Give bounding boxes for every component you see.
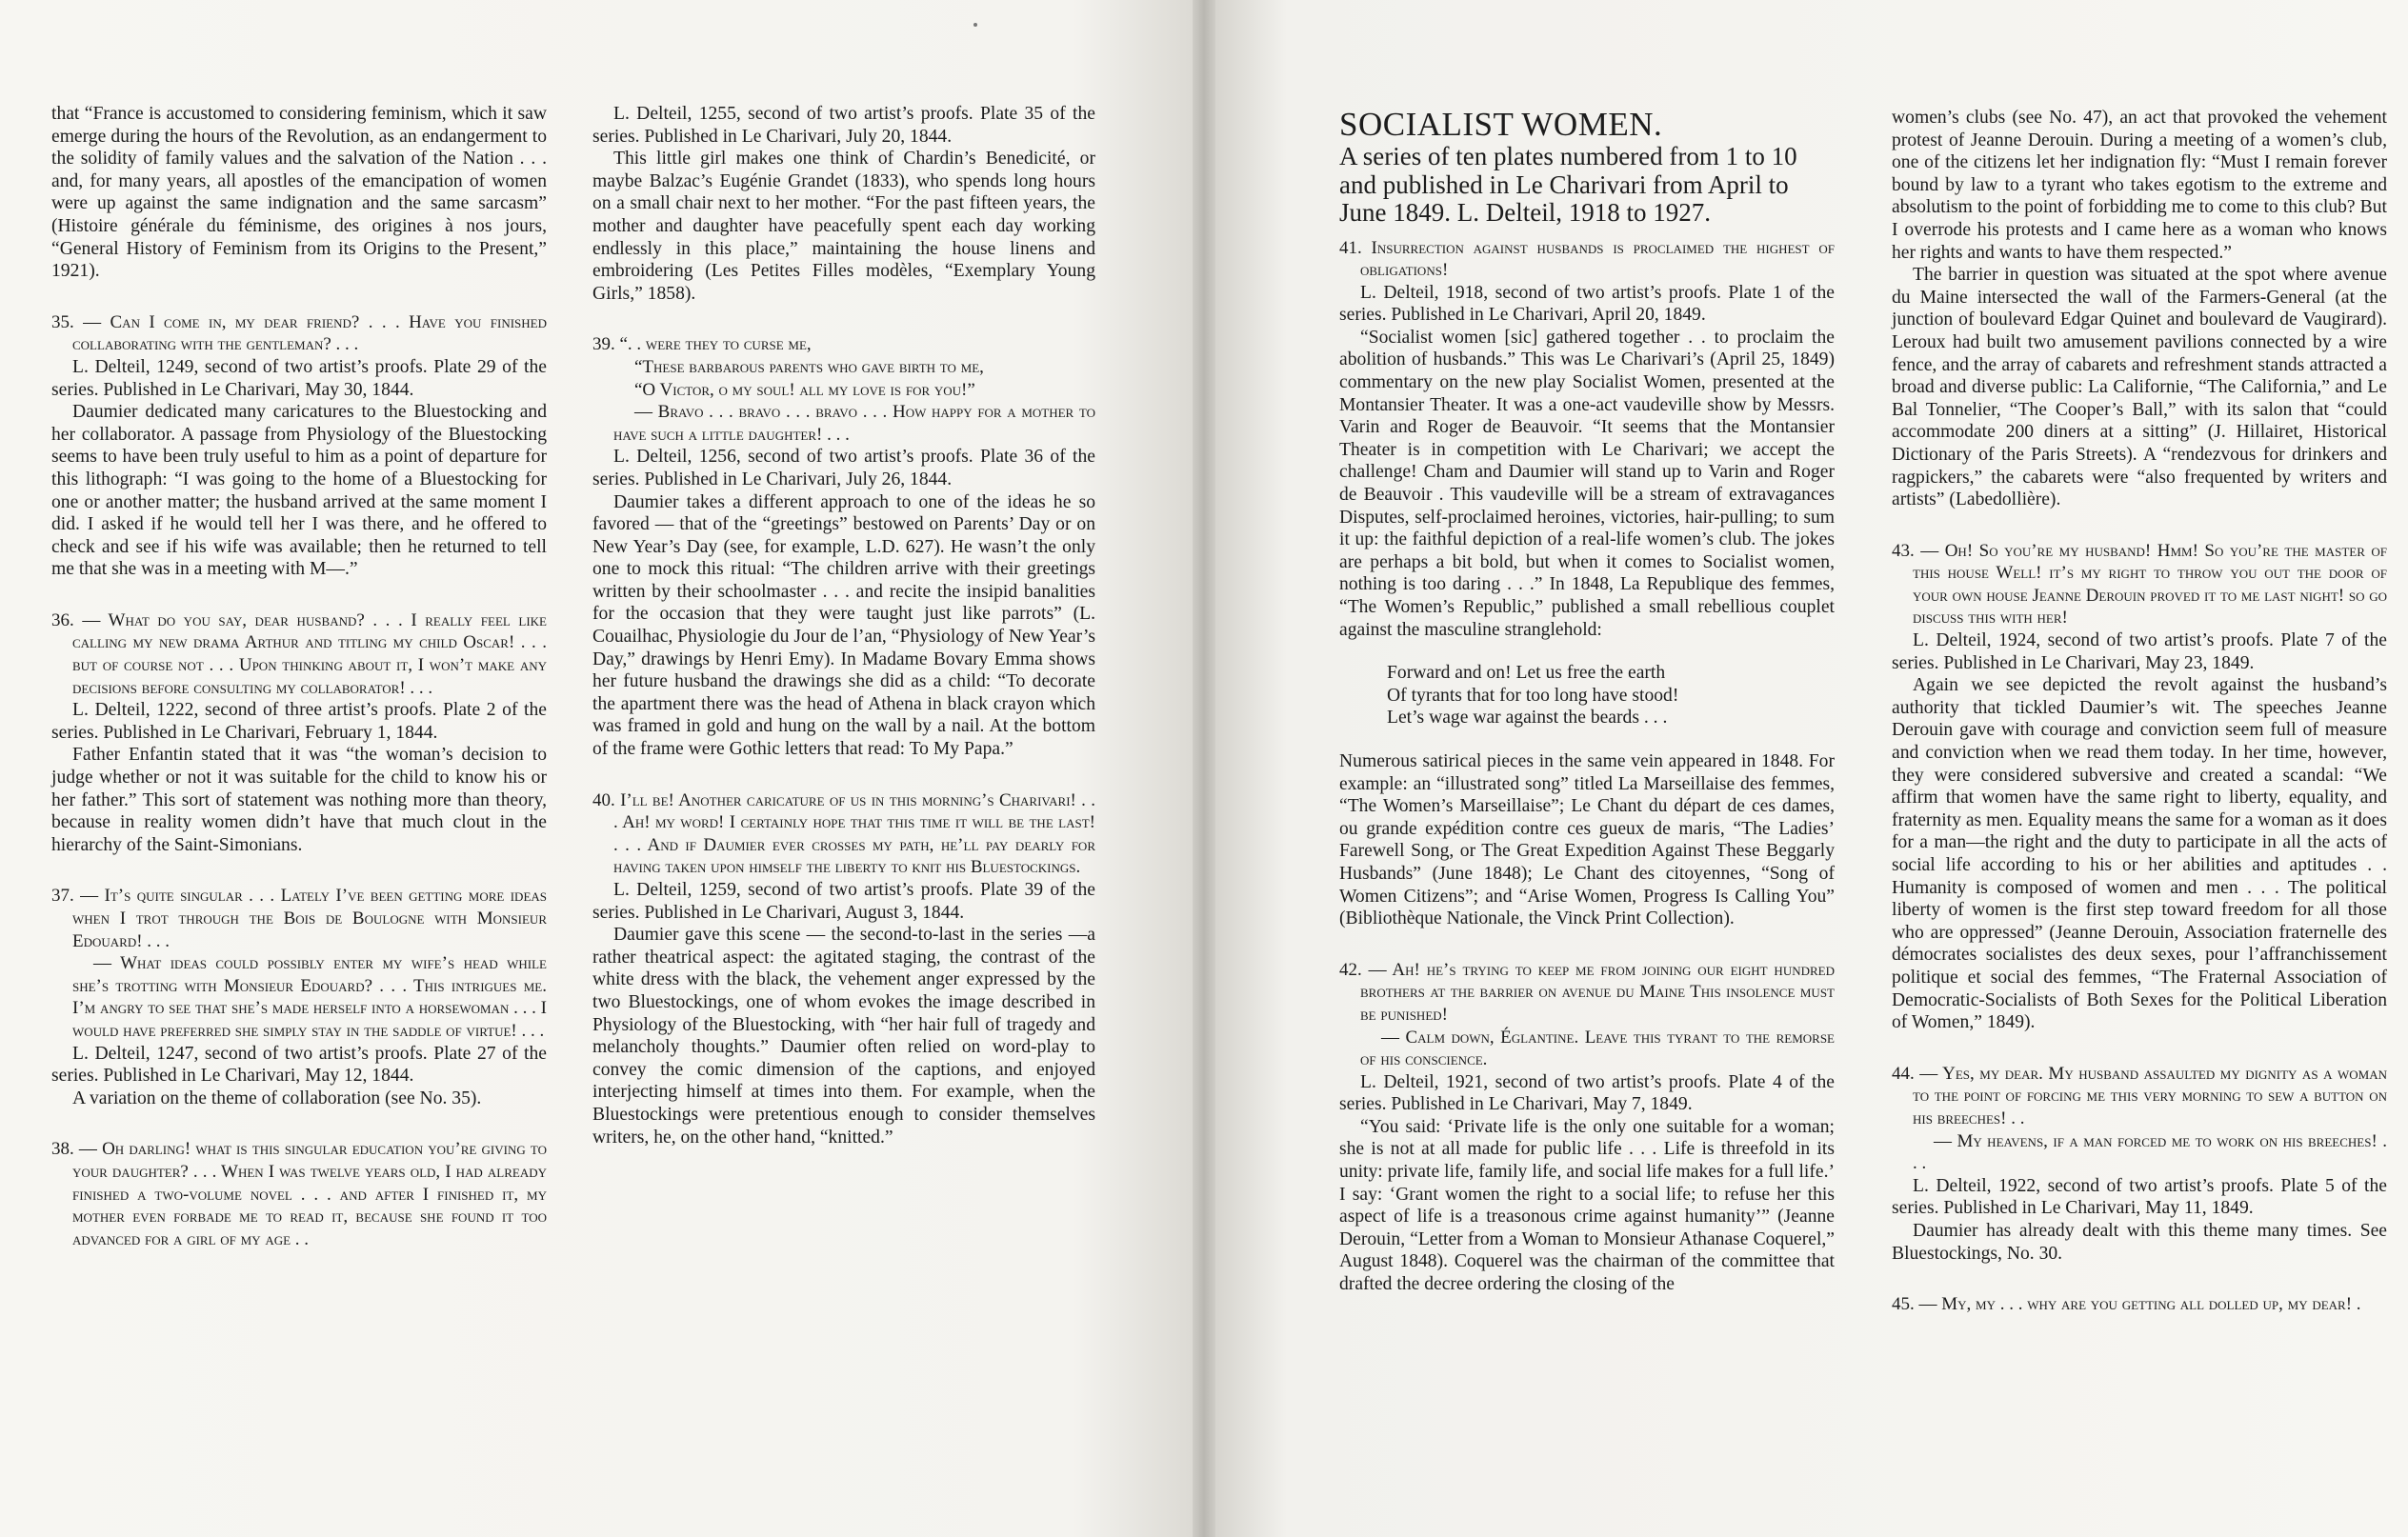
caption-42: 42. — Ah! he’s trying to keep me from joining our eight hundred brothers at the barrier on avenue du Maine This insolence must be punished! <box>1339 959 1835 1025</box>
right-column-2 <box>1892 107 2387 1316</box>
right-page <box>1215 0 2408 1537</box>
reference-41: L. Delteil, 1918, second of two artist’s proofs. Plate 1 of the series. Published in Le Charivari, April 20, 1849. <box>1339 282 1835 326</box>
commentary-42: “You said: ‘Private life is the only one suitable for a woman; she is not at all made for public life . . . Life is threefold in its unity: private life, family life, and social life makes for a full life.’ I say: ‘Grant women the right to a social life; to refuse her this aspect of life is a treasonous crime against humanity’” (Jeanne Derouin, “Letter from a Woman to Monsieur Athanase Coquerel,” August 1848). Coquerel was the chairman of the committee that drafted the decree ordering the closing of the <box>1339 1116 1835 1295</box>
book-gutter <box>1193 0 1215 1537</box>
caption-42-reply: — Calm down, Églantine. Leave this tyrant to the remorse of his conscience. <box>1360 1027 1835 1070</box>
right-column-1 <box>1339 107 1835 1296</box>
verse-block <box>1339 662 1835 729</box>
section-title: SOCIALIST WOMEN. <box>1339 106 1663 143</box>
commentary-36: Father Enfantin stated that it was “the woman’s decision to judge whether or not it was suitable for the child to know his or her father.” This sort of statement was nothing more than theory, because in reality women didn’t have that much clout in the hierarchy of the Saint-Simonians. <box>51 745 547 855</box>
commentary-42-cont: women’s clubs (see No. 47), an act that provoked the vehement protest of Jeanne Derouin. During a meeting of a women’s club, one of the citizens let her indignation fly: “Must I remain forever bound by law to a tyrant who takes egotism to the extreme and absolutism to the point of forbidding me to come to this club? But I overrode his protests and I came here as a woman who knows her rights and wants to have them respected.” <box>1892 108 2387 263</box>
commentary-38: This little girl makes one think of Chardin’s Benedicité, or maybe Balzac’s Eugénie Grandet (1833), who spends long hours on a small chair next to her mother. “For the past fifteen years, the mother and daughter have peacefully spent each day working endlessly in this place,” maintaining the house linens and embroidering (Les Petites Filles modèles, “Exemplary Young Girls,” 1858). <box>592 149 1095 304</box>
left-page <box>0 0 1193 1537</box>
commentary-37: A variation on the theme of collaboration (see No. 35). <box>72 1088 482 1108</box>
caption-39: 39. “. . were they to curse me, <box>592 334 812 355</box>
commentary-44: Daumier has already dealt with this theme many times. See Bluestockings, No. 30. <box>1892 1220 2387 1264</box>
reference-44: L. Delteil, 1922, second of two artist’s proofs. Plate 5 of the series. Published in Le Charivari, May 11, 1849. <box>1892 1175 2387 1219</box>
commentary-41: “Socialist women [sic] gathered together . . to proclaim the abolition of husbands.” This was Le Charivari’s (April 25, 1849) commentary on the new play Socialist Women, presented at the Montansier Theater. It was a one-act vaudeville show by Messrs. Varin and Roger de Beauvoir. “It seems that the Montansier Theater is in competition with Le Charivari; we accept the challenge! Cham and Daumier will stand up to Varin and Roger de Beauvoir . This vaudeville will be a stream of extravagances Disputes, self-proclaimed heroines, victories, hair-pulling; to sum it up: the faithful depiction of a real-life women’s club. The jokes are perhaps a bit bold, but when it comes to Socialist women, nothing is too daring . . .” In 1848, La Republique des femmes, “The Women’s Republic,” published a small rebellious couplet against the masculine stranglehold: <box>1339 327 1835 640</box>
section-subtitle: A series of ten plates numbered from 1 to 10 and published in Le Charivari from April to June 1849. L. Delteil, 1918 to 1927. <box>1339 142 1797 227</box>
commentary-43: Again we see depicted the revolt against the husband’s authority that tickled Daumier’s wit. The speeches Jeanne Derouin gave with courage and conviction seem full of measure and conviction when we read them today. In her time, however, they were considered subversive and created a scandal: “We affirm that women have the same right to liberty, equality, and fraternity as men. Equality means the same for a woman as it does for a man—the right and the duty to participate in all the acts of social life according to his or her abilities and aptitudes . . Humanity is composed of women and men . . . The political liberty of women is the first step toward freedom for all those who are oppressed” (Jeanne Derouin, Association fraternelle des démocrates socialistes des deux sexes, pour l’affranchissement politique et social des femmes, “The Fraternal Association of Democratic-Socialists of Both Sexes for the Political Liberation of Women,” 1849). <box>1892 675 2387 1033</box>
reference-39: L. Delteil, 1256, second of two artist’s proofs. Plate 36 of the series. Published in Le Charivari, July 26, 1844. <box>592 447 1095 489</box>
caption-37-reply: — What ideas could possibly enter my wife’s head while she’s trotting with Monsieur Edouard? . . . This intrigues me. I’m angry to see that she’s made herself into a horsewoman . . . I would have preferred she simply stay in the saddle of virtue! . . . <box>72 953 547 1041</box>
left-column-2 <box>592 103 1095 1148</box>
reference-38: L. Delteil, 1255, second of two artist’s proofs. Plate 35 of the series. Published in Le Charivari, July 20, 1844. <box>592 104 1095 147</box>
page-mark <box>973 23 977 27</box>
reference-36: L. Delteil, 1222, second of three artist’s proofs. Plate 2 of the series. Published in Le Charivari, February 1, 1844. <box>51 700 547 743</box>
commentary-41-cont: Numerous satirical pieces in the same vein appeared in 1848. For example: an “illustrated song” titled La Marseillaise des femmes, “The Women’s Marseillaise”; Le Chant du départ de ces dames, ou grande expédition contre ces gueux de maris, “The Ladies’ Farewell Song, or The Great Expedition Against These Beggarly Husbands” (June 1848); Le Chant des citoyennes, “Song of Women Citizens”; and “Arise Women, Progress Is Calling You” (Bibliothèque Nationale, the Vinck Print Collection). <box>1339 750 1835 929</box>
reference-35: L. Delteil, 1249, second of two artist’s proofs. Plate 29 of the series. Published in Le Charivari, May 30, 1844. <box>51 356 547 400</box>
commentary-42-barrier: The barrier in question was situated at the spot where avenue du Maine intersected the wall of the Farmers-General (at the junction of boulevard Edgar Quinet and boulevard de Vaugirard). Leroux had built two amusement pavilions connected by a wire fence, and the array of cabarets and refreshment stands attracted a broad and diverse public: La Californie, “The California,” and Le Bal Tonnelier, “The Cooper’s Ball,” with its salon that “could accommodate 200 diners at a sitting” (J. Hillairet, Historical Dictionary of the Paris Streets). A “rendezvous for drinkers and ragpickers,” the cabarets were “also frequented by writers and artists” (Labedollière). <box>1892 265 2387 510</box>
caption-45: 45. — My, my . . . why are you getting all dolled up, my dear! . <box>1892 1294 2361 1315</box>
reference-37: L. Delteil, 1247, second of two artist’s proofs. Plate 27 of the series. Published in Le Charivari, May 12, 1844. <box>51 1043 547 1087</box>
caption-43: 43. — Oh! So you’re my husband! Hmm! So you’re the master of this house Well! it’s my right to throw you out the door of your own house Jeanne Derouin proved it to me last night! so go discuss this with her! <box>1892 540 2388 629</box>
caption-36: 36. — What do you say, dear husband? . . . I really feel like calling my new drama Arthur and titling my child Oscar! . . . but of course not . . . Upon thinking about it, I won’t make any decisions before consulting my collaborator! . . . <box>51 609 547 698</box>
caption-41: 41. Insurrection against husbands is proclaimed the highest of obligations! <box>1339 237 1835 281</box>
reference-40: L. Delteil, 1259, second of two artist’s proofs. Plate 39 of the series. Published in Le Charivari, August 3, 1844. <box>592 880 1095 923</box>
verse-line: Of tyrants that for too long have stood! <box>1387 685 1679 706</box>
caption-35: 35. — Can I come in, my dear friend? . . . Have you finished collaborating with the gentleman? . . . <box>51 311 547 355</box>
caption-39-reply: — Bravo . . . bravo . . . bravo . . . How happy for a mother to have such a little daughter! . . . <box>613 402 1095 445</box>
caption-39-line-2: “These barbarous parents who gave birth to me, <box>634 356 984 377</box>
caption-39-line-3: “O Victor, o my soul! all my love is for you!” <box>634 379 975 400</box>
verse-line: Forward and on! Let us free the earth <box>1387 663 1666 684</box>
commentary-40: Daumier gave this scene — the second-to-last in the series —a rather theatrical aspect: the agitated staging, the contrast of the white dress with the black, the vehement anger expressed by the two Bluestockings, one of whom evokes the image described in Physiology of the Bluestocking, with “her hair full of tragedy and melancholy thoughts.” Daumier often relied on word-play to convey the comic dimension of the captions, and enjoyed interjecting himself at times into them. For example, when the Bluestockings were pretentious enough to consider themselves writers, he, on the other hand, “knitted.” <box>592 925 1095 1148</box>
caption-44-reply: — My heavens, if a man forced me to work on his breeches! . . . <box>1913 1130 2387 1174</box>
caption-40: 40. I’ll be! Another caricature of us in this morning’s Charivari! . . . Ah! my word! I certainly hope that this time it will be the last! . . . And if Daumier ever crosses my path, he’ll pay dearly for having taken upon himself the liberty to knit his Bluestockings. <box>592 789 1095 878</box>
paragraph: that “France is accustomed to considering feminism, which it saw emerge during the hours of the Revolution, as an endangerment to the solidity of family values and the salvation of the Nation . . . and, for many years, all apostles of the emancipation of women were up against the same indignation and the same sarcasm” (Histoire générale du féminisme, des origines à nos jours, “General History of Feminism from its Origins to the Present,” 1921). <box>51 104 547 282</box>
commentary-39: Daumier takes a different approach to one of the ideas he so favored — that of the “greetings” bestowed on Parents’ Day or on New Year’s Day (see, for example, L.D. 627). He wasn’t the only one to mock this ritual: “The children arrive with their greetings written by their schoolmaster . . . and recite the insipid banalities for the occasion that they were taught just like parrots” (L. Couailhac, Physiologie du Jour de l’an, “Physiology of New Year’s Day,” drawings by Henri Emy). In Madame Bovary Emma shows her future husband the drawings she did as a child: “To decorate the apartment there was the head of Athena in black crayon which was framed in gold and hung on the wall by a nail. At the bottom of the frame were Gothic letters that read: To My Papa.” <box>592 491 1095 760</box>
reference-42: L. Delteil, 1921, second of two artist’s proofs. Plate 4 of the series. Published in Le Charivari, May 7, 1849. <box>1339 1071 1835 1115</box>
reference-43: L. Delteil, 1924, second of two artist’s proofs. Plate 7 of the series. Published in Le Charivari, May 23, 1849. <box>1892 630 2387 673</box>
caption-37: 37. — It’s quite singular . . . Lately I’ve been getting more ideas when I trot through the Bois de Boulogne with Monsieur Edouard! . . . <box>51 886 547 951</box>
caption-44: 44. — Yes, my dear. My husband assaulted my dignity as a woman to the point of forcing me this very morning to sew a button on his breeches! . . <box>1892 1063 2387 1128</box>
left-column-1 <box>51 103 547 1250</box>
commentary-35: Daumier dedicated many caricatures to the Bluestocking and her collaborator. A passage from Physiology of the Bluestocking seems to have been truly useful to him as a point of departure for this lithograph: “I was going to the home of a Bluestocking for one or another matter; the husband arrived at the same moment I did. I asked if he would tell her I was there, and he offered to check and see if his wife was available; then he returned to tell me that she was in a meeting with M—.” <box>51 402 547 580</box>
verse-line: Let’s wage war against the beards . . . <box>1387 708 1668 729</box>
caption-38: 38. — Oh darling! what is this singular education you’re giving to your daughter? . . . When I was twelve years old, I had already finished a two-volume novel . . . and after I finished it, my mother even forbade me to read it, because she found it too advanced for a girl of my age . . <box>51 1139 547 1249</box>
